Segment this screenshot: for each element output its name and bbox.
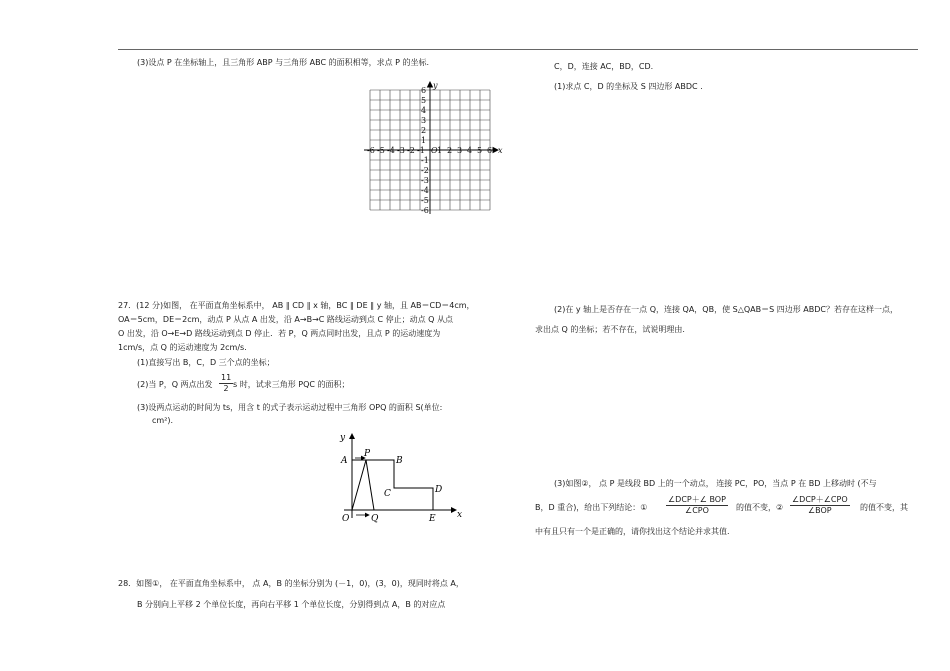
q28-sub3-mid: 的值不变，② bbox=[736, 503, 784, 512]
grid-y-tick-label: 2 bbox=[421, 126, 427, 135]
label-c: C bbox=[384, 489, 391, 499]
grid-y-tick-label: -5 bbox=[421, 196, 429, 205]
q27-sub2-fraction bbox=[219, 373, 233, 394]
grid-y-tick-label: 1 bbox=[421, 136, 427, 145]
grid-y-tick-label: -1 bbox=[421, 156, 429, 165]
label-p: P bbox=[364, 449, 371, 459]
fraction-numerator: 11 bbox=[221, 373, 232, 382]
grid-y-tick-label: 5 bbox=[421, 96, 427, 105]
q27-sub1: (1)直接写出 B，C，D 三个点的坐标； bbox=[137, 358, 275, 367]
grid-y-tick-label: -2 bbox=[421, 166, 429, 175]
q27-line3: O 出发，沿 O→E→D 路线运动到点 D 停止．若 P，Q 两点同时出发，且点 P 的运动速度为 bbox=[118, 329, 441, 338]
q28-sub1: (1)求点 C，D 的坐标及 S 四边形 ABDC . bbox=[554, 82, 703, 91]
q27-line2: OA＝5cm，DE＝2cm，动点 P 从点 A 出发，沿 A→B→C 路线运动到点 C 停止；动点 Q 从点 bbox=[118, 315, 453, 324]
q27-sub3-line2: cm²). bbox=[152, 416, 174, 425]
q27-sub3-line1: (3)设两点运动的时间为 ts，用含 t 的式子表示运动过程中三角形 OPQ 的面积 S(单位: bbox=[137, 403, 443, 412]
grid-x-tick-label: 5 bbox=[477, 146, 483, 155]
segment-pq bbox=[366, 460, 374, 510]
q27-line4: 1cm/s，点 Q 的运动速度为 2cm/s. bbox=[118, 343, 247, 352]
label-x: x bbox=[457, 510, 463, 520]
conclusion1-fraction bbox=[666, 495, 728, 516]
q28-sub2-line2: 求出点 Q 的坐标；若不存在，试说明理由. bbox=[535, 325, 685, 334]
grid-x-tick-label: -6 bbox=[367, 146, 375, 155]
grid-y-tick-label: 3 bbox=[421, 116, 427, 125]
conclusion2-fraction bbox=[790, 495, 850, 516]
q28-line2: B 分别向上平移 2 个单位长度，再向右平移 1 个单位长度，分别得到点 A，B 的对应点 bbox=[137, 600, 446, 609]
grid-y-tick-label: -6 bbox=[421, 206, 429, 215]
label-b: B bbox=[396, 456, 403, 466]
grid-x-tick-label: 4 bbox=[467, 146, 473, 155]
grid-x-tick-label: 2 bbox=[447, 146, 453, 155]
grid-x-tick-label: 6 bbox=[487, 146, 493, 155]
grid-y-label: y bbox=[433, 81, 438, 90]
fraction-numerator: ∠DCP＋∠ BOP bbox=[668, 495, 726, 504]
coordinate-grid-figure bbox=[358, 70, 503, 215]
grid-y-arrow bbox=[428, 82, 433, 87]
q26-part3: (3)设点 P 在坐标轴上，且三角形 ABP 与三角形 ABC 的面积相等，求点 P 的坐标. bbox=[137, 58, 430, 67]
grid-x-tick-label: 1 bbox=[437, 146, 443, 155]
q28-line1: 28．如图①， 在平面直角坐标系中， 点 A，B 的坐标分别为 (－1，0)，(3，0)，现同时将点 A， bbox=[118, 579, 464, 588]
label-o: O bbox=[342, 514, 350, 524]
label-a: A bbox=[341, 456, 348, 466]
grid-x-tick-label: -3 bbox=[397, 146, 405, 155]
header-rule bbox=[118, 49, 918, 50]
grid-y-tick-label: -3 bbox=[421, 176, 429, 185]
q27-line1: 27．(12 分)如图， 在平面直角坐标系中， AB ∥ CD ∥ x 轴，BC ∥ DE ∥ y 轴，且 AB＝CD＝4cm， bbox=[118, 301, 475, 310]
grid-x-tick-label: -5 bbox=[377, 146, 385, 155]
fraction-numerator: ∠DCP＋∠CPO bbox=[792, 495, 848, 504]
grid-y-tick-label: -4 bbox=[421, 186, 429, 195]
grid-y-tick-label: 4 bbox=[421, 106, 427, 115]
grid-x-label: x bbox=[498, 146, 503, 155]
q28-sub2-line1: (2)在 y 轴上是否存在一点 Q，连接 QA，QB，使 S△QAB＝S 四边形 ABDC？若存在这样一点， bbox=[554, 305, 898, 314]
label-d: D bbox=[435, 485, 443, 495]
q28-sub3-end: 的值不变，其 bbox=[860, 503, 908, 512]
label-y: y bbox=[340, 433, 346, 443]
label-q: Q bbox=[371, 514, 379, 524]
q27-sub2-b: s 时，试求三角形 PQC 的面积； bbox=[233, 380, 350, 389]
q28-sub3-line1: (3)如图②， 点 P 是线段 BD 上的一个动点， 连接 PC，PO，当点 P 在 BD 上移动时 (不与 bbox=[554, 479, 877, 488]
fraction-denominator: ∠BOP bbox=[807, 506, 832, 515]
motion-path-figure bbox=[338, 430, 468, 525]
grid-origin-label: O bbox=[431, 146, 438, 155]
q27-sub2-a: (2)当 P，Q 两点出发 bbox=[137, 380, 213, 389]
fraction-denominator: ∠CPO bbox=[685, 506, 709, 515]
grid-y-tick-label: 6 bbox=[421, 86, 427, 95]
grid-x-tick-label: 3 bbox=[457, 146, 463, 155]
q28-sub3-line3: 中有且只有一个是正确的，请你找出这个结论并求其值. bbox=[535, 527, 730, 536]
grid-x-tick-label: -2 bbox=[407, 146, 415, 155]
grid-x-tick-label: -1 bbox=[417, 146, 425, 155]
segment-op bbox=[352, 460, 366, 510]
grid-x-tick-label: -4 bbox=[387, 146, 395, 155]
q28-continuation: C，D，连接 AC，BD，CD. bbox=[554, 62, 654, 71]
label-e: E bbox=[429, 514, 436, 524]
fraction-denominator: 2 bbox=[223, 384, 229, 393]
q28-sub3-line2-a: B，D 重合)，给出下列结论：① bbox=[535, 503, 648, 512]
